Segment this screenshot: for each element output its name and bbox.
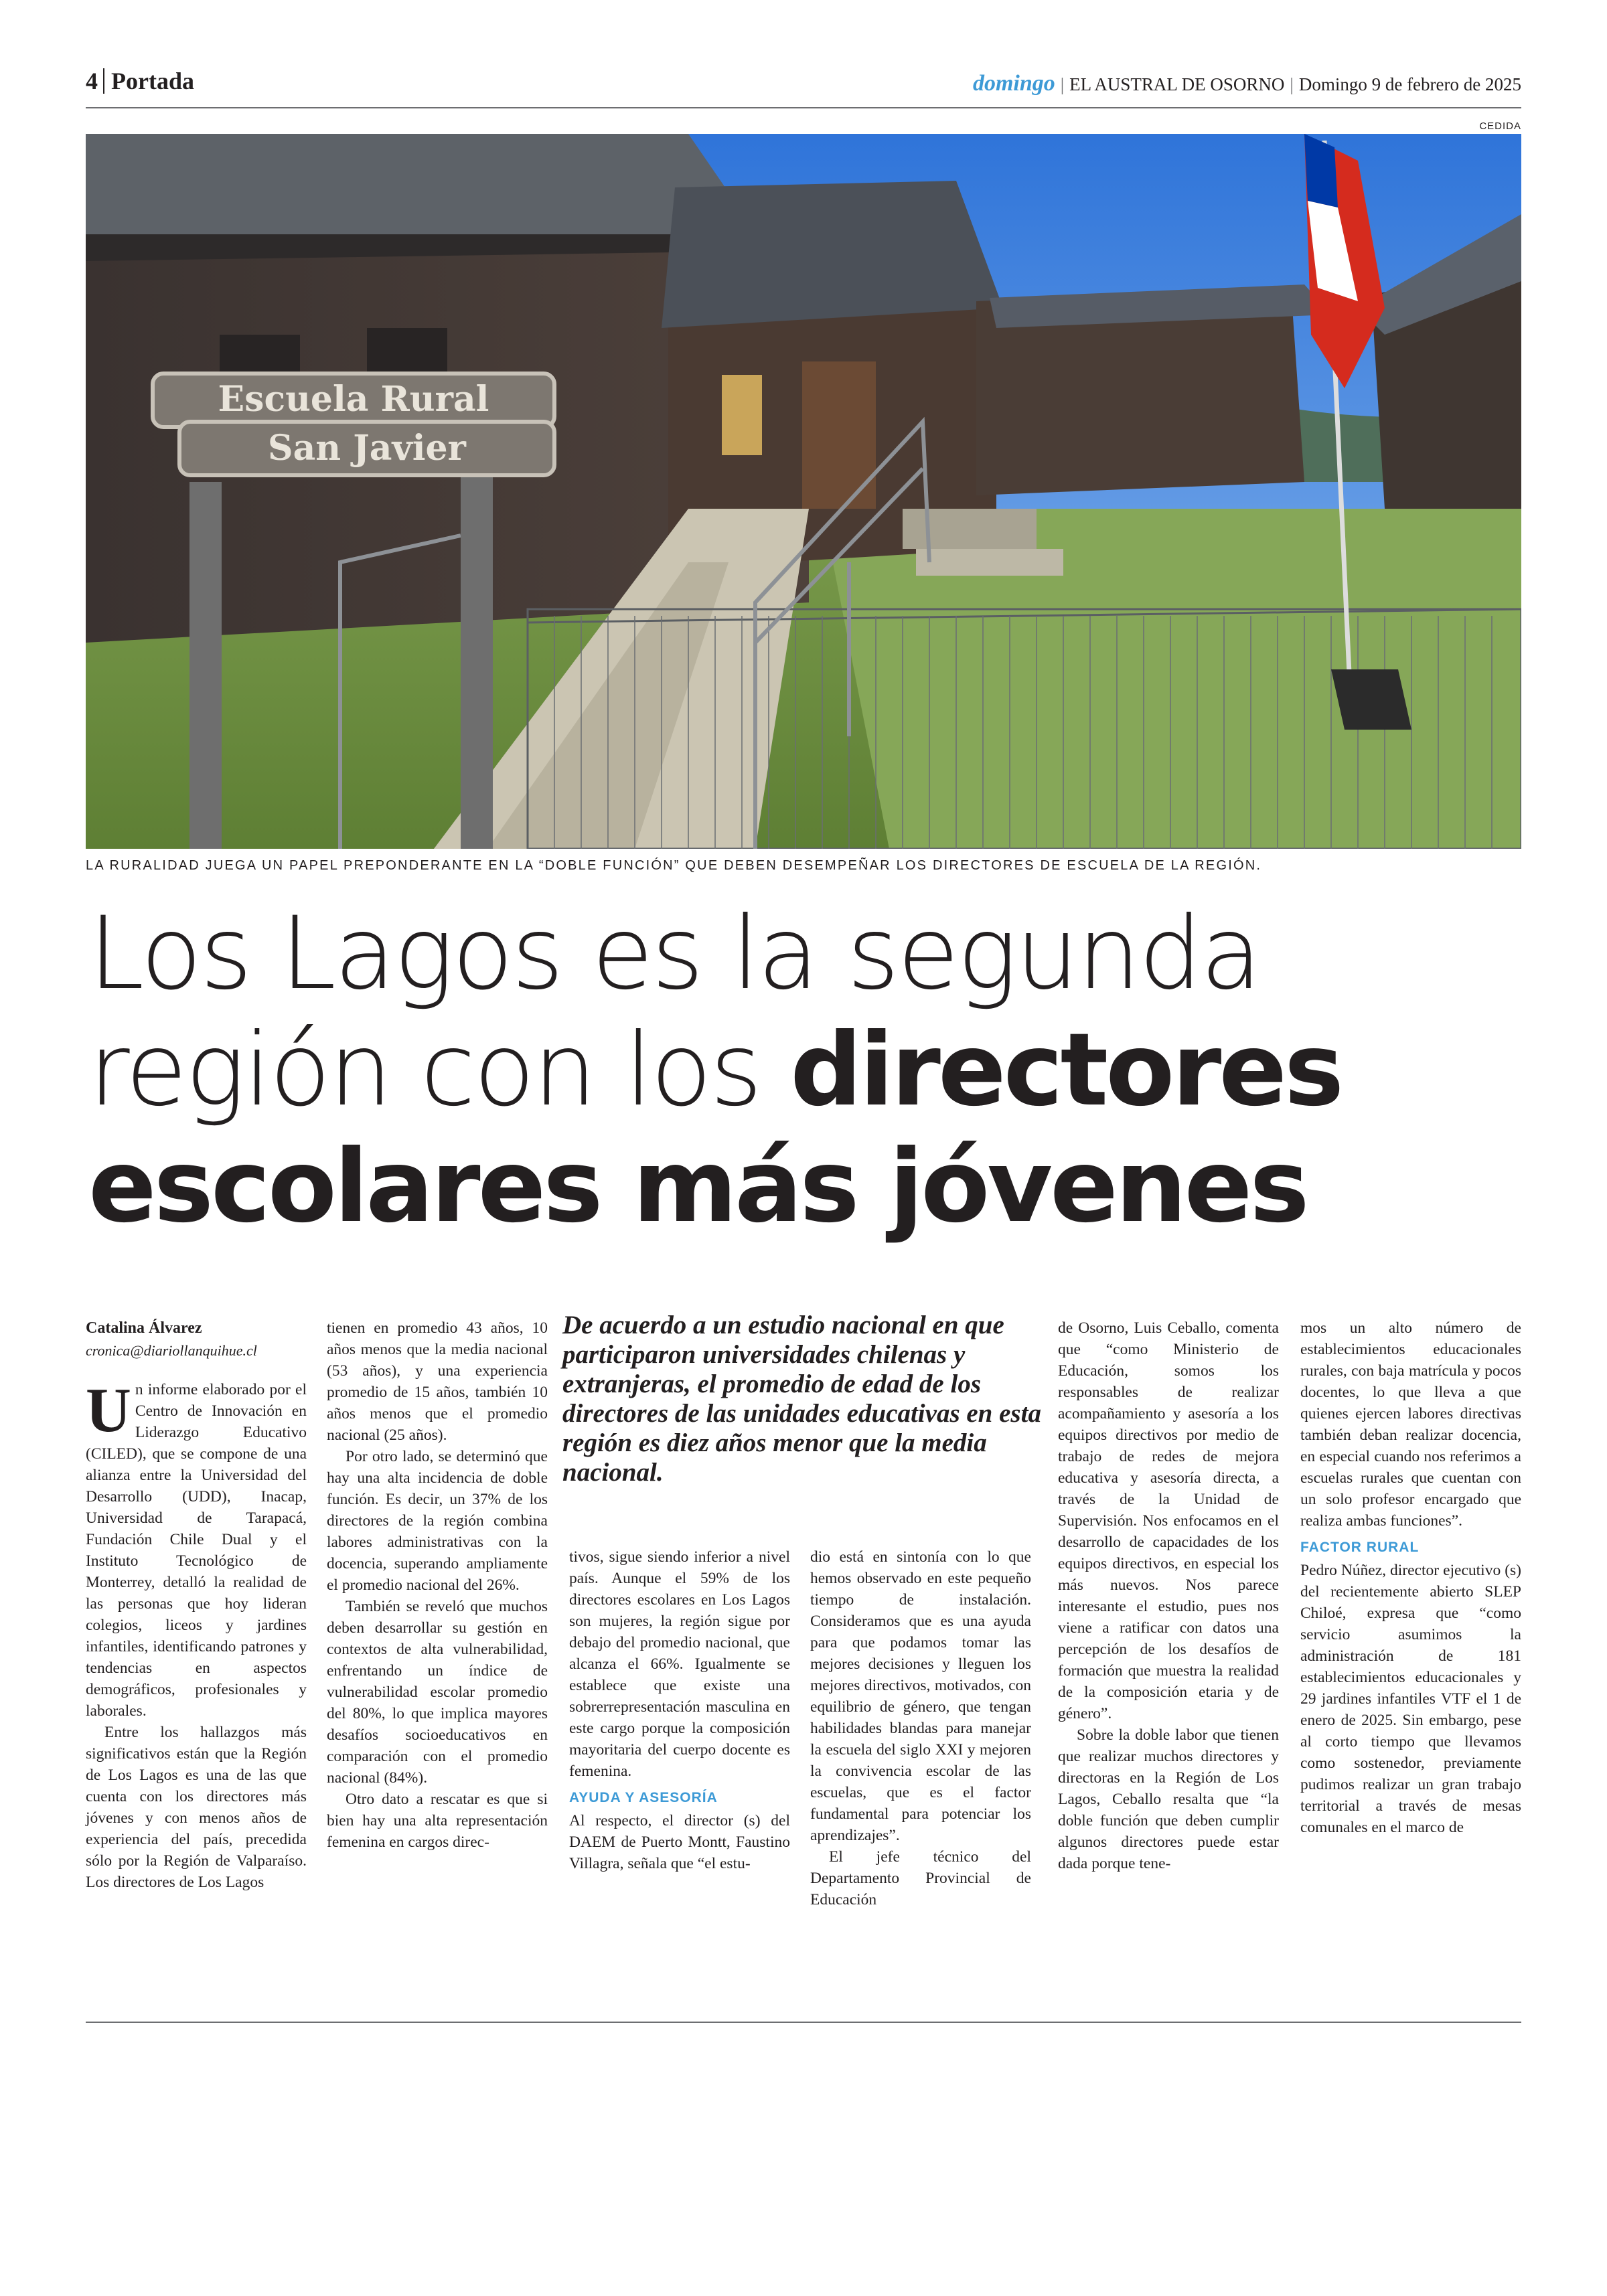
issue-date: Domingo 9 de febrero de 2025	[1298, 74, 1521, 94]
article-photo	[86, 134, 1521, 849]
paragraph: Sobre la doble labor que tienen que realizar muchos directores y directoras en la Región de Los Lagos, Ceballo resalta que “la doble función que deben cumplir algunos directores puede estar dada porque tene-	[1058, 1726, 1279, 1872]
body-column-3	[569, 1546, 790, 1874]
byline	[86, 1317, 307, 1362]
paragraph: Pedro Núñez, director ejecutivo (s) del recientemente abierto SLEP Chiloé, expresa que “como servicio asumimos la administración de 181 establecimientos educacionales y 29 jardines infantiles VTF el 1 de enero de 2025. Sin embargo, pese al corto tiempo que llevamos como sostenedor, previamente pudimos realizar un gran trabajo territorial a través de mesas comunales en el marco de	[1300, 1562, 1521, 1836]
header-rule	[86, 107, 1521, 108]
paragraph: El jefe técnico del Departamento Provincial de Educación	[810, 1848, 1031, 1908]
subheading-factor-rural: FACTOR RURAL	[1300, 1540, 1420, 1555]
paragraph: Entre los hallazgos más significativos están que la Región de Los Lagos es una de las que cuenta con los directores más jóvenes y con menos años de experiencia del país, precedida sólo por la Región de Valparaíso. Los directores de Los Lagos	[86, 1724, 307, 1891]
paragraph: tienen en promedio 43 años, 10 años menos que la media nacional (53 años), y una experiencia promedio de 15 años, también 10 años menos que el promedio nacional (25 años).	[327, 1319, 548, 1444]
body-column-5	[1058, 1317, 1279, 1874]
drop-cap: U	[86, 1376, 131, 1445]
paragraph: Un informe elaborado por el Centro de Innovación en Liderazgo Educativo (CILED), que se compone de una alianza entre la Universidad del Desarrollo (UDD), Inacap, Universidad de Tarapacá, Fundación Chile Dual y el Instituto Tecnológico de Monterrey, detalló la realidad de las personas que hoy lideran colegios, liceos y jardines infantiles, identificando patrones y tendencias en aspectos demográficos, profesionales y laborales.	[86, 1376, 307, 1720]
section-title: Portada	[111, 68, 194, 94]
page-header	[86, 64, 1521, 102]
page-number: 4	[86, 68, 98, 94]
header-divider	[103, 68, 104, 94]
subheading-ayuda: AYUDA Y ASESORÍA	[569, 1790, 718, 1805]
body-column-1	[86, 1376, 307, 1893]
paragraph: Al respecto, el director (s) del DAEM de Puerto Montt, Faustino Villagra, señala que “el estu-	[569, 1812, 790, 1872]
paragraph: dio está en sintonía con lo que hemos observado en este pequeño tiempo de instalación. Consideramos que es una ayuda para que podamos tomar las mejores decisiones y lleguen los mejores directivos, motivados, con equilibrio de género, que tengan habilidades blandas para manejar la escuela del siglo XXI y mejoren la convivencia escolar de las escuelas, que es el factor fundamental para potenciar los aprendizajes”.	[810, 1548, 1031, 1844]
paragraph: Por otro lado, se determinó que hay una alta incidencia de doble función. Es decir, un 37% de los directores de la región combina labores administrativas con la docencia, superando ampliamente el promedio nacional del 26%.	[327, 1448, 548, 1594]
header-masthead: domingo | EL AUSTRAL DE OSORNO | Domingo 9 de febrero de 2025	[972, 71, 1521, 96]
supplement-brand: domingo	[972, 71, 1055, 96]
body-column-6	[1300, 1317, 1521, 1838]
body-column-4	[810, 1546, 1031, 1910]
paragraph: tivos, sigue siendo inferior a nivel país. Aunque el 59% de los directores escolares en Los Lagos son mujeres, la región sigue por debajo del promedio nacional, que alcanza el 66%. Igualmente se establece que existe una sobrerrepresentación masculina en este cargo porque la composición mayoritaria del cuerpo docente es femenina.	[569, 1548, 790, 1780]
paragraph: Otro dato a rescatar es que si bien hay una alta representación femenina en cargos direc-	[327, 1791, 548, 1851]
sign-line-1: Escuela Rural	[218, 379, 489, 420]
paragraph: mos un alto número de establecimientos educacionales rurales, con baja matrícula y pocos docentes, lo que lleva a que quienes ejercen labores directivas también deban realizar docencia, en especial cuando nos referimos a escuelas rurales que cuentan con un solo profesor encargado que realiza ambas funciones”.	[1300, 1319, 1521, 1530]
author-email: cronica@diariollanquihue.cl	[86, 1342, 257, 1359]
headline-line-1: Los Lagos es la segunda	[88, 896, 1260, 1012]
sign-line-2: San Javier	[268, 428, 466, 469]
author-name: Catalina Álvarez	[86, 1319, 202, 1337]
photo-credit: CEDIDA	[1479, 120, 1521, 132]
paragraph: de Osorno, Luis Ceballo, comenta que “como Ministerio de Educación, somos los responsables de realizar acompañamiento y asesoría a los equipos directivos por medio de trabajo de redes de mejora educativa y asesoría directa, a través de la Unidad de Supervisión. Nos enfocamos en el desarrollo de capacidades de los equipos directivos, en especial los más nuevos. Nos parece interesante el estudio, pues nos viene a ratificar con datos una percepción de los desafíos de formación que muestra la realidad de la composición etaria y de género”.	[1058, 1319, 1279, 1722]
newspaper-name: EL AUSTRAL DE OSORNO	[1069, 74, 1285, 94]
paragraph: También se reveló que muchos deben desarrollar su gestión en contextos de alta vulnerabilidad, enfrentando un índice de vulnerabilidad escolar promedio del 80%, lo que implica mayores desafíos socioeducativos en comparación con el promedio nacional (84%).	[327, 1598, 548, 1787]
headline-line-2-light: región con los	[88, 1012, 791, 1129]
body-column-2	[327, 1317, 548, 1853]
footer-rule	[86, 2022, 1521, 2023]
article-lead: De acuerdo a un estudio nacional en que participaron universidades chilenas y extranjeras, el promedio de edad de los directores de las unidades educativas en esta región es diez años menor que la media nacional.	[562, 1311, 1041, 1487]
headline-line-3: escolares más jóvenes	[88, 1129, 1307, 1245]
headline-line-2-bold: directores	[790, 1012, 1342, 1129]
photo-caption: LA RURALIDAD JUEGA UN PAPEL PREPONDERANTE EN LA “DOBLE FUNCIÓN” QUE DEBEN DESEMPEÑAR LOS DIRECTORES DE ESCUELA DE LA REGIÓN.	[86, 858, 1262, 873]
article-headline	[88, 896, 1521, 1245]
